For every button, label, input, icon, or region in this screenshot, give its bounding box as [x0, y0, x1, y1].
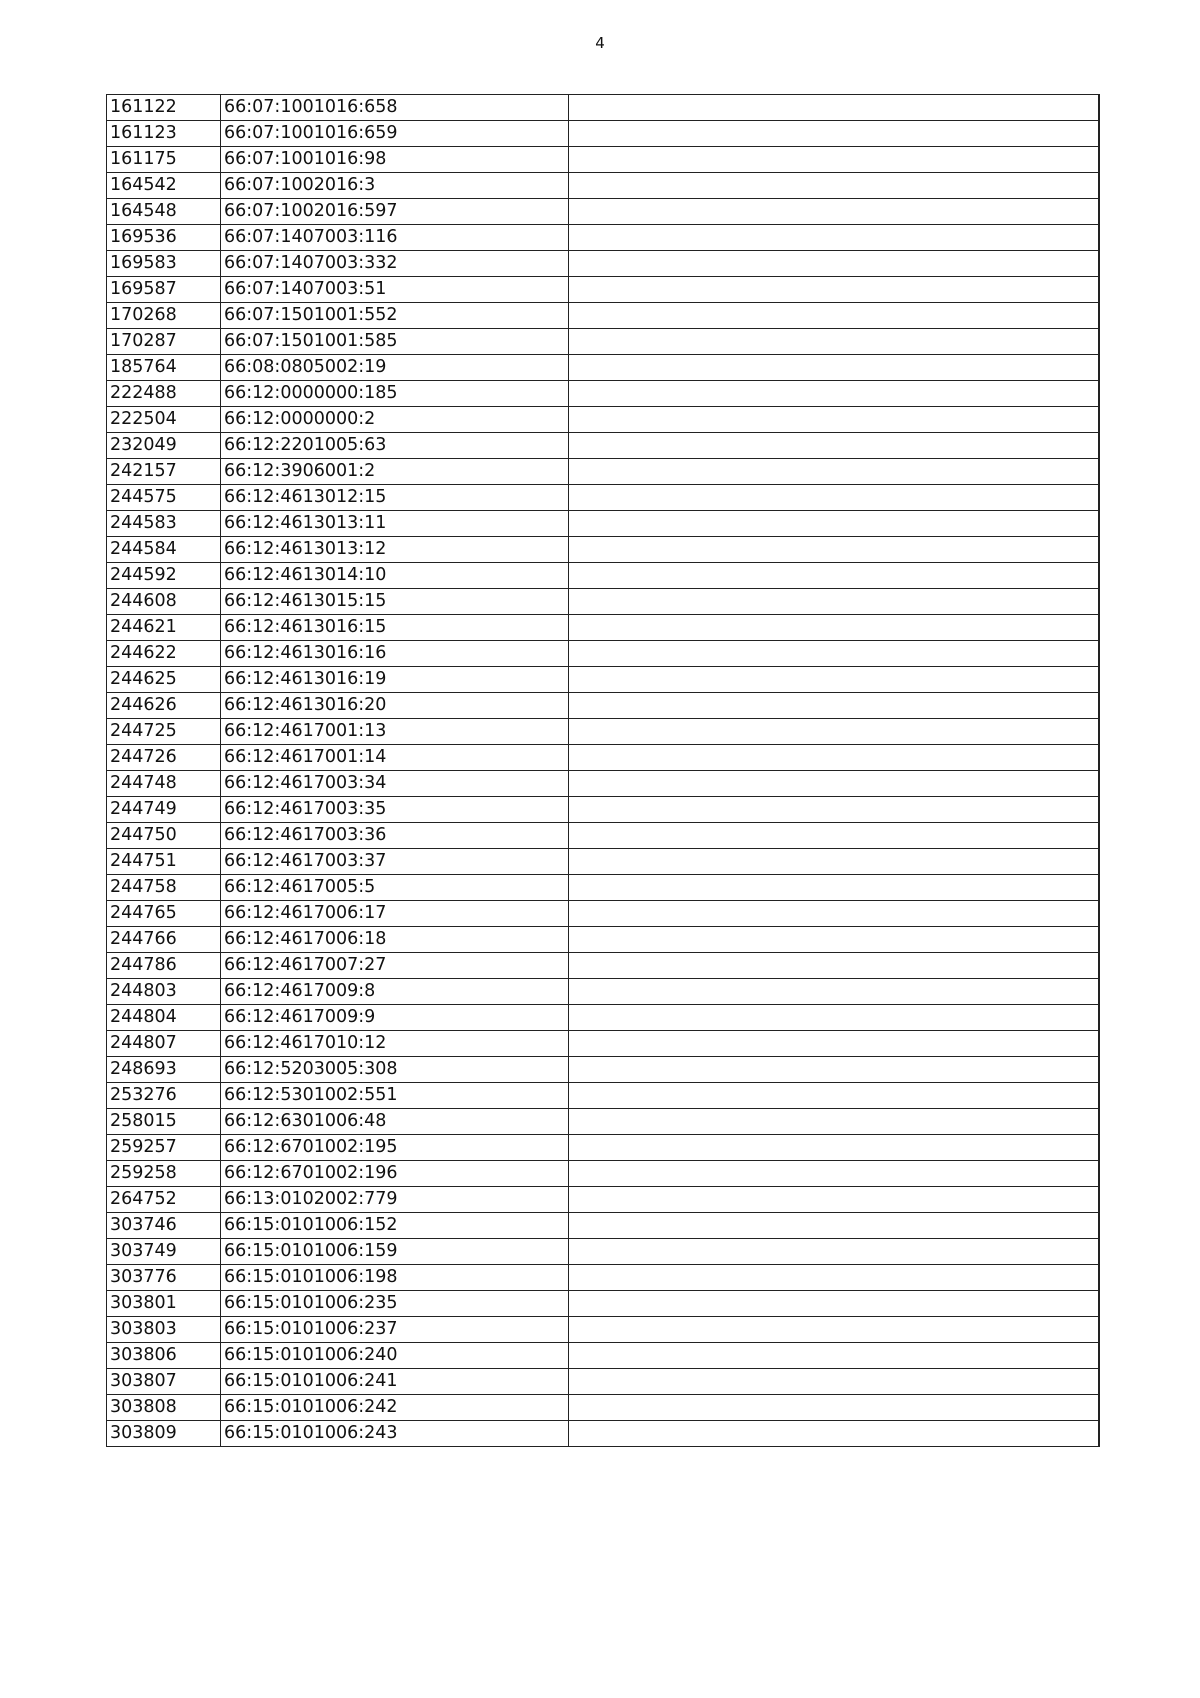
empty-cell [569, 1317, 1099, 1343]
cadastral-value-cell [1099, 1421, 1100, 1447]
empty-cell [569, 927, 1099, 953]
table-row [107, 1213, 1100, 1239]
cadastral-value-cell [1099, 1343, 1100, 1369]
table-row [107, 121, 1100, 147]
row-id-cell: 259257 [107, 1135, 221, 1161]
cadastral-value-cell [1099, 329, 1100, 355]
table-row [107, 1421, 1100, 1447]
empty-cell [569, 1187, 1099, 1213]
row-id-cell: 164542 [107, 173, 221, 199]
row-id-cell: 244750 [107, 823, 221, 849]
table-row [107, 277, 1100, 303]
cadastral-value-cell [1099, 849, 1100, 875]
empty-cell [569, 485, 1099, 511]
cadastral-number-cell: 66:15:0101006:243 [221, 1421, 569, 1447]
table-row [107, 485, 1100, 511]
cadastral-value-cell [1099, 1317, 1100, 1343]
empty-cell [569, 953, 1099, 979]
cadastral-number-cell: 66:12:5203005:308 [221, 1057, 569, 1083]
cadastral-value-cell [1099, 147, 1100, 173]
cadastral-number-cell: 66:15:0101006:241 [221, 1369, 569, 1395]
cadastral-value-cell [1099, 1395, 1100, 1421]
empty-cell [569, 329, 1099, 355]
empty-cell [569, 615, 1099, 641]
table-row [107, 771, 1100, 797]
table-row [107, 147, 1100, 173]
row-id-cell: 253276 [107, 1083, 221, 1109]
cadastral-number-cell: 66:12:4617005:5 [221, 875, 569, 901]
cadastral-number-cell: 66:12:4617006:18 [221, 927, 569, 953]
cadastral-number-cell: 66:12:4617009:9 [221, 1005, 569, 1031]
table-row [107, 719, 1100, 745]
cadastral-value-cell [1099, 589, 1100, 615]
empty-cell [569, 537, 1099, 563]
empty-cell [569, 381, 1099, 407]
cadastral-number-cell: 66:12:0000000:185 [221, 381, 569, 407]
table-row [107, 199, 1100, 225]
cadastral-value-table [106, 94, 1100, 1447]
empty-cell [569, 1213, 1099, 1239]
empty-cell [569, 745, 1099, 771]
empty-cell [569, 1291, 1099, 1317]
row-id-cell: 244726 [107, 745, 221, 771]
row-id-cell: 161123 [107, 121, 221, 147]
table-row [107, 303, 1100, 329]
empty-cell [569, 407, 1099, 433]
row-id-cell: 185764 [107, 355, 221, 381]
cadastral-number-cell: 66:12:4617007:27 [221, 953, 569, 979]
cadastral-number-cell: 66:07:1001016:658 [221, 95, 569, 121]
table-row [107, 953, 1100, 979]
page-number: 4 [595, 34, 605, 52]
table-row [107, 1057, 1100, 1083]
cadastral-number-cell: 66:12:4617001:14 [221, 745, 569, 771]
cadastral-number-cell: 66:07:1001016:98 [221, 147, 569, 173]
table-row [107, 1369, 1100, 1395]
empty-cell [569, 589, 1099, 615]
row-id-cell: 244749 [107, 797, 221, 823]
empty-cell [569, 823, 1099, 849]
table-row [107, 381, 1100, 407]
cadastral-number-cell: 66:07:1407003:332 [221, 251, 569, 277]
empty-cell [569, 1135, 1099, 1161]
table-row [107, 1343, 1100, 1369]
row-id-cell: 303776 [107, 1265, 221, 1291]
table-row [107, 1135, 1100, 1161]
cadastral-number-cell: 66:15:0101006:198 [221, 1265, 569, 1291]
cadastral-number-cell: 66:07:1002016:3 [221, 173, 569, 199]
empty-cell [569, 277, 1099, 303]
row-id-cell: 244583 [107, 511, 221, 537]
empty-cell [569, 979, 1099, 1005]
cadastral-number-cell: 66:07:1407003:116 [221, 225, 569, 251]
row-id-cell: 244592 [107, 563, 221, 589]
empty-cell [569, 147, 1099, 173]
cadastral-value-cell [1099, 199, 1100, 225]
table-row [107, 95, 1100, 121]
row-id-cell: 303746 [107, 1213, 221, 1239]
empty-cell [569, 693, 1099, 719]
cadastral-value-cell [1099, 1369, 1100, 1395]
table-row [107, 1239, 1100, 1265]
table-row [107, 1005, 1100, 1031]
cadastral-number-cell: 66:12:4617009:8 [221, 979, 569, 1005]
cadastral-number-cell: 66:07:1407003:51 [221, 277, 569, 303]
cadastral-value-cell [1099, 901, 1100, 927]
cadastral-value-cell [1099, 1161, 1100, 1187]
table-row [107, 1265, 1100, 1291]
empty-cell [569, 173, 1099, 199]
row-id-cell: 303801 [107, 1291, 221, 1317]
cadastral-number-cell: 66:12:4617006:17 [221, 901, 569, 927]
row-id-cell: 244621 [107, 615, 221, 641]
cadastral-number-cell: 66:15:0101006:242 [221, 1395, 569, 1421]
cadastral-number-cell: 66:08:0805002:19 [221, 355, 569, 381]
table-row [107, 1109, 1100, 1135]
empty-cell [569, 563, 1099, 589]
row-id-cell: 170287 [107, 329, 221, 355]
table-row [107, 1031, 1100, 1057]
empty-cell [569, 1057, 1099, 1083]
cadastral-value-cell [1099, 537, 1100, 563]
cadastral-value-cell [1099, 745, 1100, 771]
cadastral-value-cell [1099, 953, 1100, 979]
row-id-cell: 170268 [107, 303, 221, 329]
table-row [107, 329, 1100, 355]
table-row [107, 641, 1100, 667]
cadastral-value-cell [1099, 1057, 1100, 1083]
row-id-cell: 169587 [107, 277, 221, 303]
cadastral-value-cell [1099, 615, 1100, 641]
row-id-cell: 244758 [107, 875, 221, 901]
empty-cell [569, 225, 1099, 251]
cadastral-value-cell [1099, 563, 1100, 589]
table-row [107, 849, 1100, 875]
cadastral-value-cell [1099, 225, 1100, 251]
row-id-cell: 232049 [107, 433, 221, 459]
cadastral-value-cell [1099, 433, 1100, 459]
table-row [107, 173, 1100, 199]
row-id-cell: 244584 [107, 537, 221, 563]
table-row [107, 1083, 1100, 1109]
table-row [107, 979, 1100, 1005]
row-id-cell: 161122 [107, 95, 221, 121]
empty-cell [569, 1343, 1099, 1369]
row-id-cell: 244748 [107, 771, 221, 797]
cadastral-number-cell: 66:12:4613014:10 [221, 563, 569, 589]
cadastral-value-cell [1099, 355, 1100, 381]
table-row [107, 927, 1100, 953]
empty-cell [569, 1369, 1099, 1395]
table-row [107, 745, 1100, 771]
cadastral-number-cell: 66:15:0101006:152 [221, 1213, 569, 1239]
cadastral-value-cell [1099, 1109, 1100, 1135]
cadastral-value-cell [1099, 121, 1100, 147]
row-id-cell: 248693 [107, 1057, 221, 1083]
empty-cell [569, 875, 1099, 901]
table-row [107, 615, 1100, 641]
row-id-cell: 169536 [107, 225, 221, 251]
row-id-cell: 244751 [107, 849, 221, 875]
row-id-cell: 244608 [107, 589, 221, 615]
cadastral-value-cell [1099, 979, 1100, 1005]
table-row [107, 511, 1100, 537]
row-id-cell: 164548 [107, 199, 221, 225]
cadastral-value-cell [1099, 407, 1100, 433]
cadastral-number-cell: 66:12:6301006:48 [221, 1109, 569, 1135]
cadastral-value-cell [1099, 875, 1100, 901]
table-row [107, 537, 1100, 563]
cadastral-value-cell [1099, 251, 1100, 277]
table-row [107, 875, 1100, 901]
cadastral-value-cell [1099, 797, 1100, 823]
cadastral-number-cell: 66:12:4613015:15 [221, 589, 569, 615]
cadastral-value-cell [1099, 511, 1100, 537]
cadastral-value-cell [1099, 1031, 1100, 1057]
empty-cell [569, 1083, 1099, 1109]
cadastral-number-cell: 66:12:4617010:12 [221, 1031, 569, 1057]
empty-cell [569, 199, 1099, 225]
empty-cell [569, 303, 1099, 329]
row-id-cell: 303806 [107, 1343, 221, 1369]
table-row [107, 797, 1100, 823]
cadastral-value-cell [1099, 277, 1100, 303]
cadastral-value-cell [1099, 1239, 1100, 1265]
empty-cell [569, 95, 1099, 121]
cadastral-number-cell: 66:12:4617003:37 [221, 849, 569, 875]
cadastral-number-cell: 66:07:1002016:597 [221, 199, 569, 225]
row-id-cell: 303807 [107, 1369, 221, 1395]
empty-cell [569, 667, 1099, 693]
cadastral-value-cell [1099, 823, 1100, 849]
row-id-cell: 169583 [107, 251, 221, 277]
table-row [107, 667, 1100, 693]
cadastral-value-cell [1099, 1265, 1100, 1291]
cadastral-value-cell [1099, 485, 1100, 511]
empty-cell [569, 771, 1099, 797]
cadastral-value-cell [1099, 173, 1100, 199]
row-id-cell: 161175 [107, 147, 221, 173]
cadastral-value-cell [1099, 303, 1100, 329]
table-row [107, 355, 1100, 381]
cadastral-number-cell: 66:12:4613016:15 [221, 615, 569, 641]
cadastral-value-cell [1099, 719, 1100, 745]
table-row [107, 823, 1100, 849]
cadastral-value-cell [1099, 1135, 1100, 1161]
cadastral-number-cell: 66:12:2201005:63 [221, 433, 569, 459]
cadastral-number-cell: 66:13:0102002:779 [221, 1187, 569, 1213]
cadastral-value-cell [1099, 1291, 1100, 1317]
cadastral-value-cell [1099, 459, 1100, 485]
table-row [107, 1187, 1100, 1213]
empty-cell [569, 901, 1099, 927]
cadastral-number-cell: 66:07:1501001:552 [221, 303, 569, 329]
row-id-cell: 258015 [107, 1109, 221, 1135]
cadastral-number-cell: 66:07:1001016:659 [221, 121, 569, 147]
table-row [107, 251, 1100, 277]
table-body [107, 95, 1100, 1447]
empty-cell [569, 1005, 1099, 1031]
row-id-cell: 303803 [107, 1317, 221, 1343]
cadastral-number-cell: 66:12:4613016:16 [221, 641, 569, 667]
empty-cell [569, 849, 1099, 875]
cadastral-value-cell [1099, 927, 1100, 953]
row-id-cell: 244807 [107, 1031, 221, 1057]
table-row [107, 589, 1100, 615]
cadastral-number-cell: 66:12:4617003:35 [221, 797, 569, 823]
table-row [107, 1291, 1100, 1317]
row-id-cell: 244803 [107, 979, 221, 1005]
empty-cell [569, 797, 1099, 823]
cadastral-number-cell: 66:15:0101006:237 [221, 1317, 569, 1343]
row-id-cell: 244575 [107, 485, 221, 511]
row-id-cell: 303809 [107, 1421, 221, 1447]
empty-cell [569, 719, 1099, 745]
row-id-cell: 244626 [107, 693, 221, 719]
empty-cell [569, 1265, 1099, 1291]
empty-cell [569, 1109, 1099, 1135]
cadastral-number-cell: 66:12:4613016:19 [221, 667, 569, 693]
cadastral-number-cell: 66:12:3906001:2 [221, 459, 569, 485]
cadastral-number-cell: 66:12:4617001:13 [221, 719, 569, 745]
row-id-cell: 244725 [107, 719, 221, 745]
empty-cell [569, 1161, 1099, 1187]
empty-cell [569, 121, 1099, 147]
row-id-cell: 242157 [107, 459, 221, 485]
row-id-cell: 244765 [107, 901, 221, 927]
cadastral-value-cell [1099, 693, 1100, 719]
table-row [107, 225, 1100, 251]
cadastral-value-cell [1099, 95, 1100, 121]
cadastral-value-cell [1099, 1187, 1100, 1213]
empty-cell [569, 251, 1099, 277]
empty-cell [569, 433, 1099, 459]
row-id-cell: 244766 [107, 927, 221, 953]
cadastral-value-cell [1099, 381, 1100, 407]
cadastral-number-cell: 66:15:0101006:240 [221, 1343, 569, 1369]
row-id-cell: 244625 [107, 667, 221, 693]
cadastral-number-cell: 66:15:0101006:159 [221, 1239, 569, 1265]
row-id-cell: 244786 [107, 953, 221, 979]
table-row [107, 563, 1100, 589]
row-id-cell: 244804 [107, 1005, 221, 1031]
table-row [107, 407, 1100, 433]
cadastral-number-cell: 66:12:4613013:12 [221, 537, 569, 563]
cadastral-number-cell: 66:12:6701002:195 [221, 1135, 569, 1161]
row-id-cell: 303749 [107, 1239, 221, 1265]
cadastral-value-cell [1099, 771, 1100, 797]
cadastral-value-cell [1099, 641, 1100, 667]
row-id-cell: 222504 [107, 407, 221, 433]
cadastral-value-cell [1099, 1083, 1100, 1109]
cadastral-number-cell: 66:07:1501001:585 [221, 329, 569, 355]
cadastral-value-cell [1099, 1005, 1100, 1031]
table-row [107, 693, 1100, 719]
table-row [107, 901, 1100, 927]
empty-cell [569, 1031, 1099, 1057]
empty-cell [569, 355, 1099, 381]
cadastral-number-cell: 66:12:4617003:34 [221, 771, 569, 797]
empty-cell [569, 459, 1099, 485]
cadastral-number-cell: 66:12:6701002:196 [221, 1161, 569, 1187]
empty-cell [569, 1239, 1099, 1265]
cadastral-number-cell: 66:12:0000000:2 [221, 407, 569, 433]
table-row [107, 459, 1100, 485]
cadastral-number-cell: 66:15:0101006:235 [221, 1291, 569, 1317]
cadastral-number-cell: 66:12:4617003:36 [221, 823, 569, 849]
table-row [107, 1317, 1100, 1343]
table-row [107, 1395, 1100, 1421]
empty-cell [569, 641, 1099, 667]
cadastral-value-cell [1099, 1213, 1100, 1239]
cadastral-number-cell: 66:12:4613012:15 [221, 485, 569, 511]
row-id-cell: 259258 [107, 1161, 221, 1187]
row-id-cell: 222488 [107, 381, 221, 407]
table-row [107, 1161, 1100, 1187]
empty-cell [569, 1395, 1099, 1421]
empty-cell [569, 1421, 1099, 1447]
row-id-cell: 244622 [107, 641, 221, 667]
cadastral-number-cell: 66:12:5301002:551 [221, 1083, 569, 1109]
row-id-cell: 303808 [107, 1395, 221, 1421]
empty-cell [569, 511, 1099, 537]
cadastral-number-cell: 66:12:4613013:11 [221, 511, 569, 537]
cadastral-value-cell [1099, 667, 1100, 693]
cadastral-number-cell: 66:12:4613016:20 [221, 693, 569, 719]
table-row [107, 433, 1100, 459]
row-id-cell: 264752 [107, 1187, 221, 1213]
